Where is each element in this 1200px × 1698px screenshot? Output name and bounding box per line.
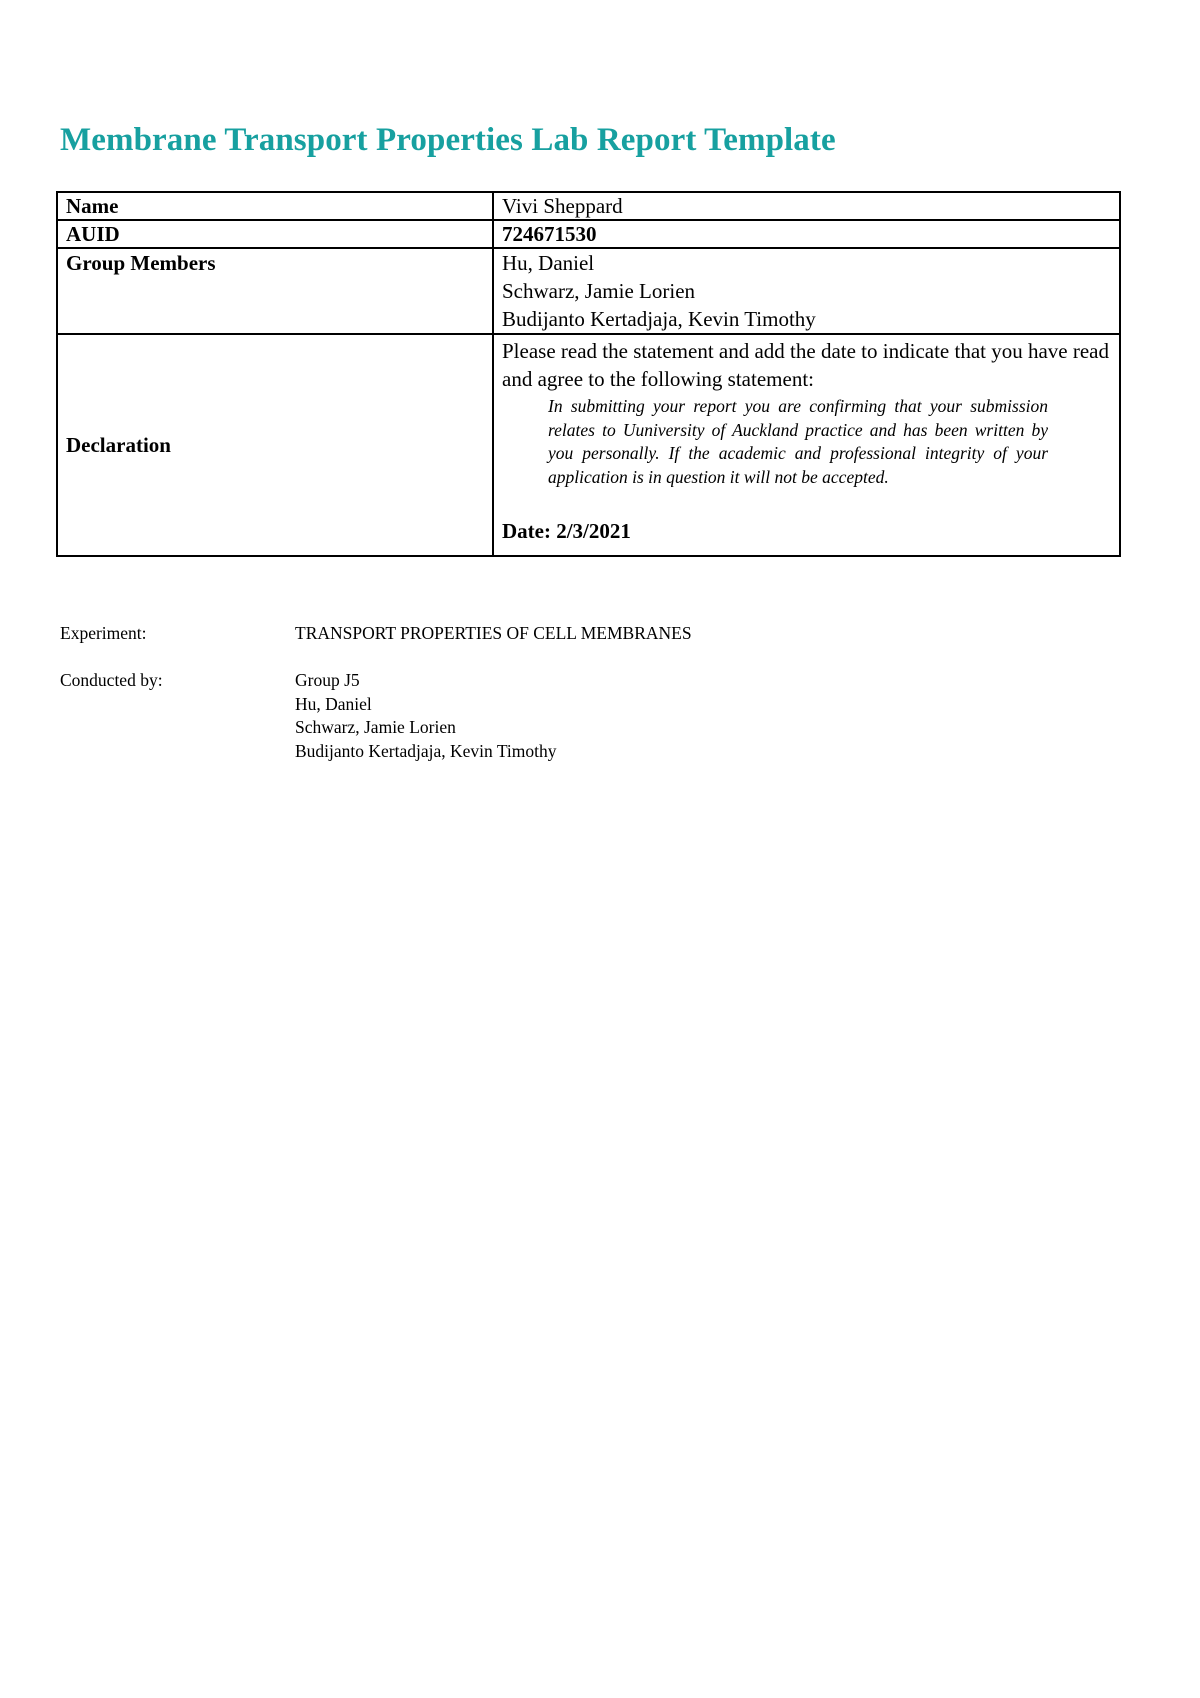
page-title: Membrane Transport Properties Lab Report Template bbox=[60, 122, 836, 158]
declaration-cell bbox=[493, 334, 1120, 556]
group-members-value bbox=[493, 248, 1120, 334]
table-row-auid bbox=[57, 220, 1120, 248]
declaration-label: Declaration bbox=[57, 334, 493, 556]
declaration-date: Date: 2/3/2021 bbox=[502, 519, 631, 543]
conducted-by-item: Hu, Daniel bbox=[295, 693, 372, 714]
conducted-by-item: Group J5 bbox=[295, 670, 360, 690]
group-member: Schwarz, Jamie Lorien bbox=[502, 279, 696, 303]
conducted-by-label: Conducted by: bbox=[60, 670, 163, 690]
experiment-value: TRANSPORT PROPERTIES OF CELL MEMBRANES bbox=[295, 623, 692, 643]
student-info-table bbox=[56, 191, 1121, 557]
group-member: Budijanto Kertadjaja, Kevin Timothy bbox=[502, 307, 816, 331]
auid-value: 724671530 bbox=[493, 220, 1120, 248]
name-label: Name bbox=[57, 192, 493, 220]
group-members-label: Group Members bbox=[57, 248, 493, 334]
name-value: Vivi Sheppard bbox=[493, 192, 1120, 220]
declaration-intro: Please read the statement and add the date to indicate that you have read and agree to the following statement: bbox=[502, 339, 1110, 391]
table-row-declaration bbox=[57, 334, 1120, 556]
declaration-statement: In submitting your report you are confirming that your submission relates to Uuniversity of Auckland practice and has been written by you personally. If the academic and professional integrity of your application is in question it will not be accepted. bbox=[548, 396, 1048, 487]
conducted-by-list bbox=[295, 669, 557, 763]
experiment-label: Experiment: bbox=[60, 623, 147, 643]
table-row-name bbox=[57, 192, 1120, 220]
conducted-by-item: Schwarz, Jamie Lorien bbox=[295, 717, 456, 737]
auid-label: AUID bbox=[57, 220, 493, 248]
group-member: Hu, Daniel bbox=[502, 251, 595, 275]
table-row-group-members bbox=[57, 248, 1120, 334]
conducted-by-item: Budijanto Kertadjaja, Kevin Timothy bbox=[295, 740, 557, 761]
